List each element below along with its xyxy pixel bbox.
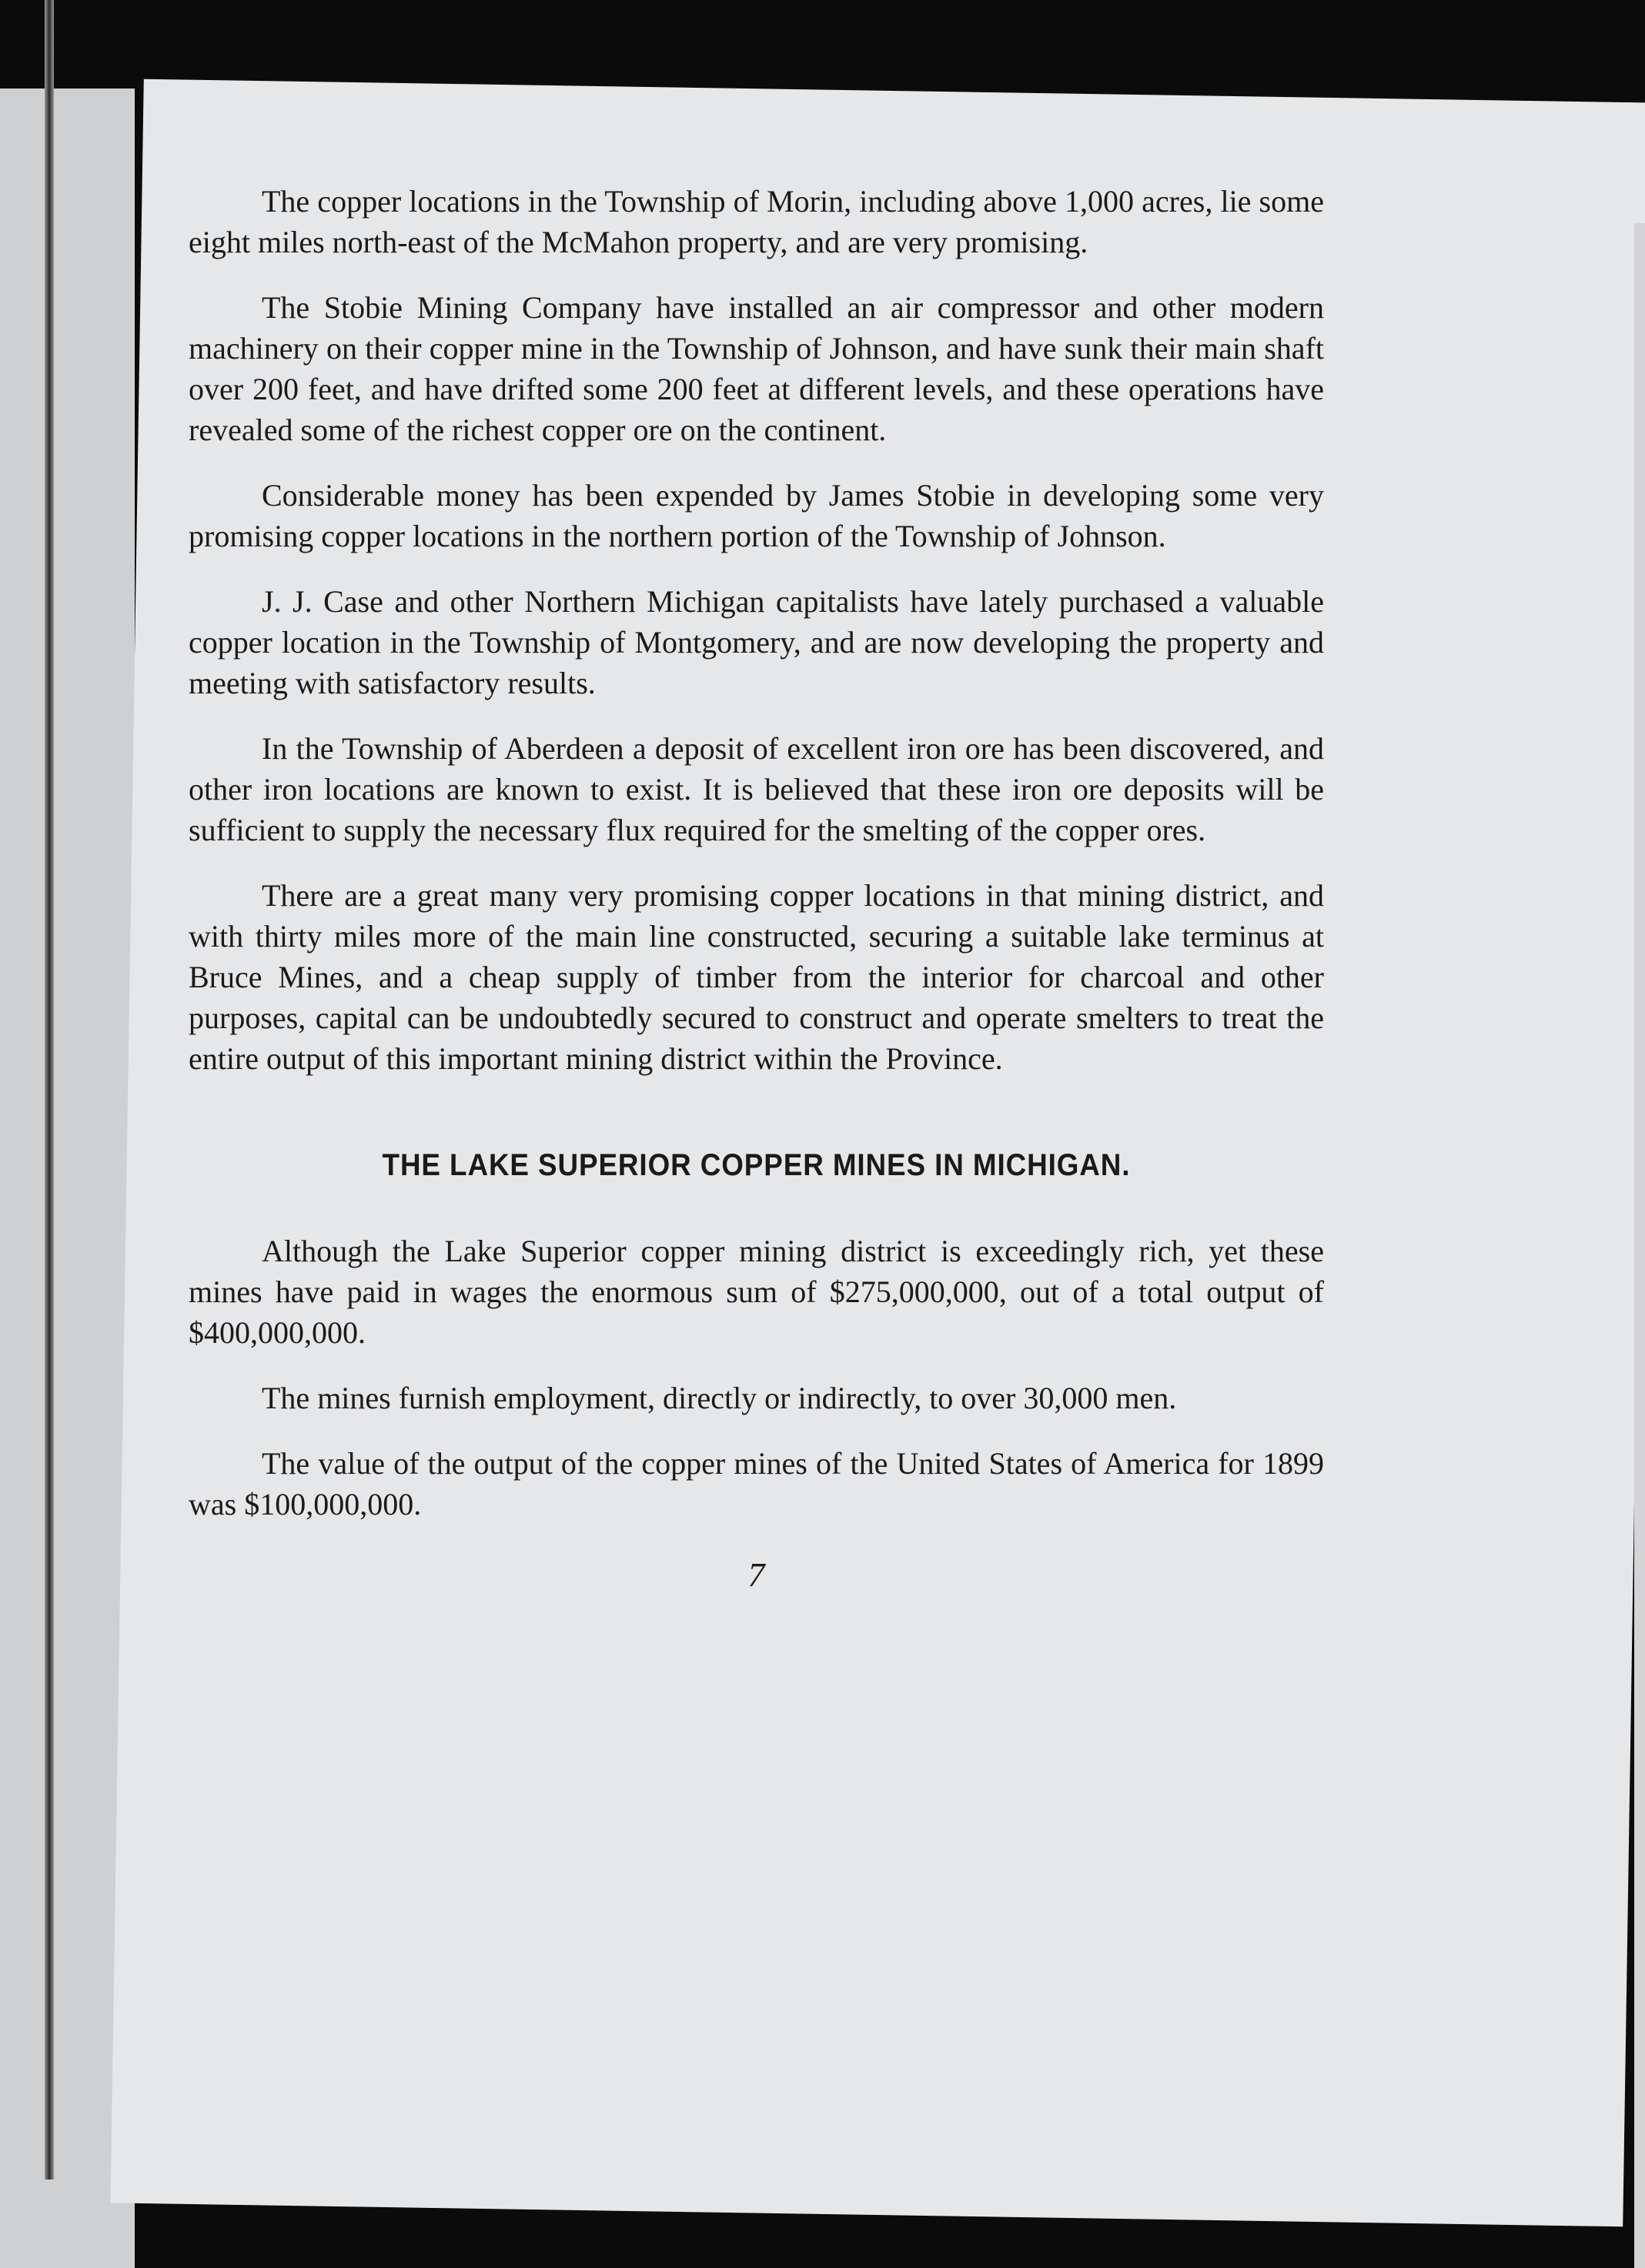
paragraph-output-value: The value of the output of the copper mines of the United States of America for 1899 was $100,000,000. bbox=[189, 1446, 1324, 1521]
paragraph-wages: Although the Lake Superior copper mining district is exceedingly rich, yet these mines have paid in wages the enormous sum of $275,000,000, out of a total output of $400,000,000. bbox=[189, 1234, 1324, 1350]
paragraph-employment: The mines furnish employment, directly or indirectly, to over 30,000 men. bbox=[262, 1381, 1177, 1415]
section-heading: THE LAKE SUPERIOR COPPER MINES IN MICHIGAN. bbox=[382, 1148, 1131, 1182]
paragraph-mining-district: There are a great many very promising copper locations in that mining district, and with thirty miles more of the main line constructed, securing a suitable lake terminus at Bruce Mines, and a cheap supply of timber from the interior for charcoal and other purposes, capital can be undoubtedly secured to construct and operate smelters to treat the entire output of this important mining district within the Province. bbox=[189, 878, 1324, 1076]
next-page-edge bbox=[1634, 223, 1645, 2268]
binding-edge bbox=[45, 0, 54, 2179]
paragraph-stobie-mining: The Stobie Mining Company have installed an air compressor and other modern machinery on their copper mine in the Township of Johnson, and have sunk their main shaft over 200 feet, and have drifted some 200 feet at different levels, and these operations have revealed some of the richest copper ore on the continent. bbox=[189, 290, 1324, 447]
page-text bbox=[189, 181, 1324, 1595]
paragraph-morin: The copper locations in the Township of Morin, including above 1,000 acres, lie some eight miles north-east of the McMahon property, and are very promising. bbox=[189, 184, 1324, 259]
paragraph-case: J. J. Case and other Northern Michigan capitalists have lately purchased a valuable copper location in the Township of Montgomery, and are now developing the property and meeting with satisfactory results. bbox=[189, 584, 1324, 700]
paragraph-james-stobie: Considerable money has been expended by James Stobie in developing some very promising copper locations in the northern portion of the Township of Johnson. bbox=[189, 478, 1324, 553]
page-number: 7 bbox=[747, 1556, 765, 1594]
paragraph-aberdeen: In the Township of Aberdeen a deposit of excellent iron ore has been discovered, and other iron locations are known to exist. It is believed that these iron ore deposits will be sufficient to supply the necessary flux required for the smelting of the copper ores. bbox=[189, 731, 1324, 847]
